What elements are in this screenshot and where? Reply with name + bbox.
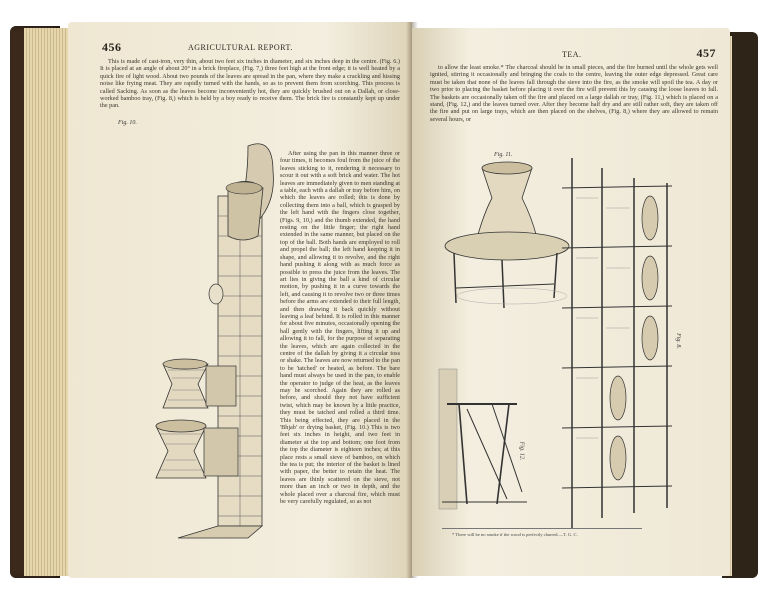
- tray-stand-illustration: [442, 158, 572, 308]
- drying-shelves-icon: [562, 158, 672, 528]
- left-page-edges: [24, 28, 70, 576]
- drying-basket-and-fireplace-illustration: [98, 126, 278, 546]
- left-column-text: After using the pan in this manner three or four times, it becomes foul from the juice of the leaves sticking to it, rendering it necessary to scour it out with a soft brick and water. The hot leaves are immediately given to men standing at a table, each with a dallah or tray before him, on which the leaves are rolled; this is done by collecting them into a ball, which is grasped by the left hand with the fingers close together, (Figs. 9, 10,) and the thumb extended, the hand resting on the little finger; the right hand extended in the same manner, but placed on the top of the ball. Both hands are employed to roll and propel the ball; the left hand keeping it in shape, and allowing it to revolve, and the right hand pushing it along with as much force as possible to press the juice from the leaves. The art lies in giving the ball a kind of circular motion, by pushing it in a curve towards the left, and causing it to revolve two or three times before the arms are extended to their full length, and then drawing it back quickly without leaving a leaf behind. It is rolled in this manner for about five minutes, occasionally opening the ball gently with the fingers, lifting it up and allowing it to fall, for the purpose of separating the leaves, which are again collected in the centre of the dallah by giving it a circular toss or shake. The leaves are now returned to the pan to be 'tatched' or heated, as before. The bare hand must always be used in the pan, to enable the operator to judge of the heat, as the leaves may be scorched. Again they are rolled as before, and should they not have sufficient twist, which may be known by a little practice, they must be tatched and rolled a third time. This being effected, they are placed in the 'Bhjab' or drying basket, (Fig. 10.) This is two feet six inches in height, and two feet in diameter at the top and bottom; one foot from the top the diameter is eighteen inches; at this place rests a small sieve of bamboo, on which the tea is put; the interior of the basket is lined with paper, the better to retain the heat. The leaves are thinly scattered on the sieve, not more than an inch or two in depth, and the whole placed over a charcoal fire, which must be very carefully regulated, so as not: [280, 150, 400, 506]
- right-running-head: TEA.: [562, 50, 582, 59]
- tray-stand-icon: [445, 162, 569, 308]
- right-top-paragraph: to allow the least smoke.* The charcoal should be in small pieces, and the fire burned until the whole gets well ignited, stirring it occasionally and bringing the coals to the centre, leaving the outer edge depressed. Great care must be taken that none of the leaves fall through the sieve into the fire, as the smoke will spoil the tea. A day or two prior to placing the basket before placing it over the fire will prevent this by causing the loose leaves to fall. The baskets are occasionally taken off the fire and placed on a large dallah or tray, (Fig. 11,) which is placed on a stand, (Fig. 12,) and the leaves turned over. After they become half dry and are still rather soft, they are taken off the fire and put on large trays, which are then placed on the shelves, (Fig. 8,) where they are allowed to remain several hours, or: [430, 64, 718, 123]
- open-book: [10, 22, 758, 582]
- right-page-number: 457: [696, 46, 716, 60]
- drying-basket-icon: [156, 420, 238, 478]
- right-page: [412, 28, 730, 576]
- fig-11-label: Fig. 11.: [494, 152, 513, 158]
- left-intro-paragraph: This is made of cast-iron, very thin, about two feet six inches in diameter, and six inches deep in the centre. (Fig. 6.) It is placed at an angle of about 20° in a brick fireplace, (Fig. 7,) three feet high at the front edge; it is well heated by a quick fire of light wood. About two pounds of the leaves are spread in the pan, where they make a crackling and hissing noise like frying meat. They are rapidly turned with the hands, so as to prevent them from scorching. This process is called Sacking. As soon as the leaves become inconveniently hot, they are quickly brushed out on a Dallah, or close-worked bamboo tray, (Fig. 8,) which is held by a boy ready to receive them. The brick fire is constantly kept up under the pan.: [100, 58, 400, 110]
- small-stand-icon: [439, 369, 527, 509]
- fig-10-label: Fig. 10.: [118, 120, 137, 126]
- left-running-head: AGRICULTURAL REPORT.: [188, 43, 293, 52]
- fig-12-label: Fig. 12.: [518, 441, 525, 461]
- footnote-rule: [442, 528, 642, 529]
- chimney-top-icon: [226, 144, 273, 240]
- drying-shelves-illustration: [562, 158, 682, 528]
- left-page-number: 456: [102, 40, 122, 54]
- drying-basket-icon: [163, 359, 236, 408]
- fig-8-label: Fig. 8.: [674, 333, 681, 349]
- left-page: [68, 22, 412, 578]
- leaf-ball-icon: [209, 284, 223, 304]
- footnote: * There will be no smoke if the wood is perfectly charred.—T. G. C.: [452, 532, 578, 537]
- small-stand-illustration: [437, 364, 537, 514]
